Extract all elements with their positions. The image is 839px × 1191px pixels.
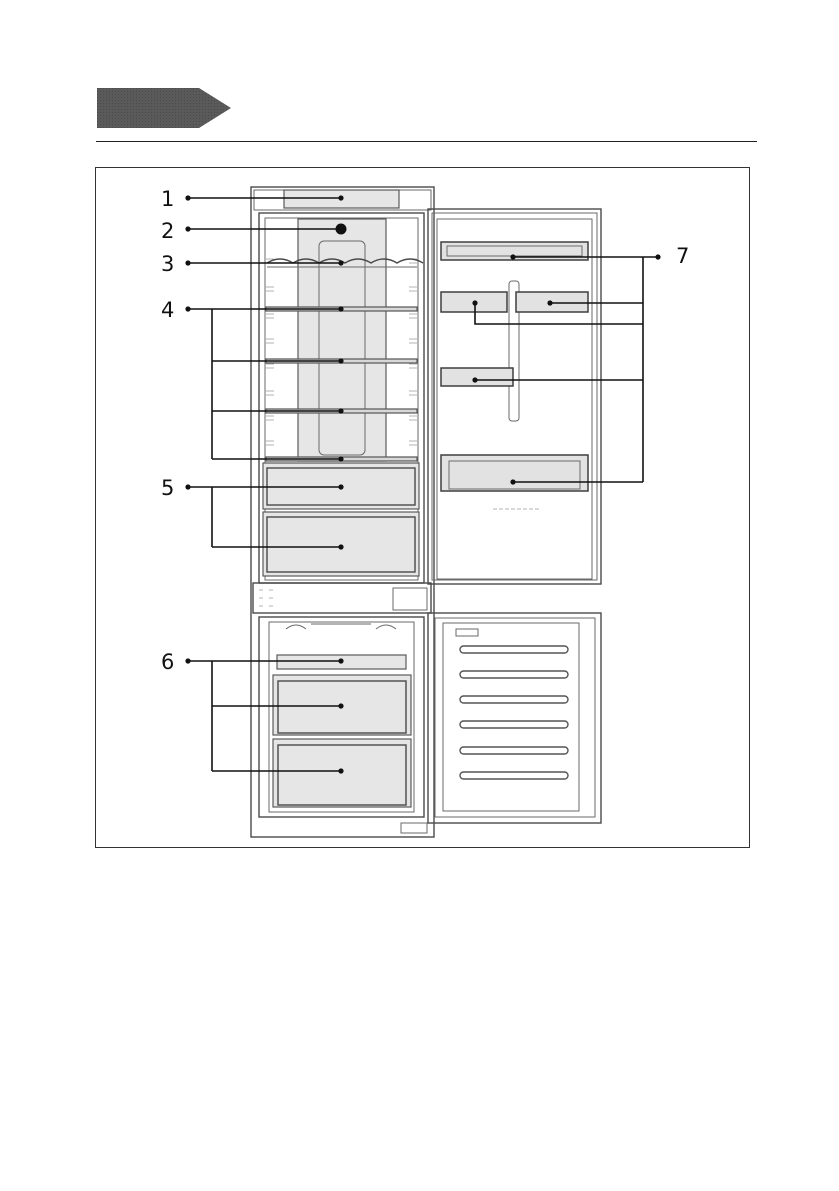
callout-3: 3 — [161, 252, 175, 276]
callout-1: 1 — [161, 187, 175, 211]
callout-4: 4 — [161, 298, 175, 322]
callout-5: 5 — [161, 476, 175, 500]
leader-lines — [185, 195, 660, 773]
callout-7: 7 — [676, 244, 690, 268]
freezer-door — [428, 613, 601, 823]
header-rule — [96, 141, 757, 142]
fridge-diagram — [96, 168, 751, 849]
fridge-diagram-frame — [95, 167, 750, 848]
freezer-compartment — [259, 617, 424, 817]
section-tab-arrow — [97, 88, 232, 130]
crisper-drawers — [263, 463, 419, 576]
air-duct — [298, 219, 386, 461]
callout-2: 2 — [161, 219, 175, 243]
fridge-door — [428, 209, 601, 584]
middle-divider — [253, 583, 431, 613]
callout-6: 6 — [161, 650, 175, 674]
